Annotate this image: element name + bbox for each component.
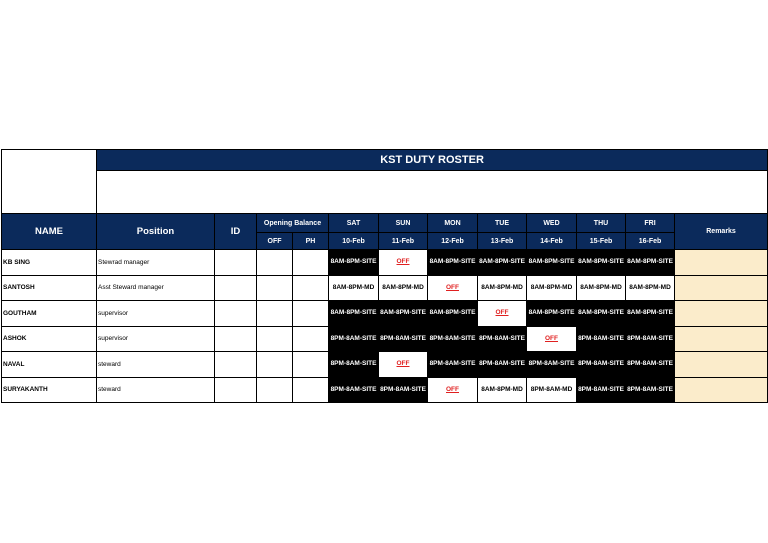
employee-name: GOUTHAM (2, 301, 97, 327)
employee-name: SANTOSH (2, 275, 97, 301)
shift-cell[interactable]: 8PM-8AM-SITE (577, 377, 626, 403)
header-id: ID (215, 214, 257, 250)
shift-cell[interactable]: 8PM-8AM-SITE (626, 377, 675, 403)
opening-off-cell[interactable] (257, 326, 293, 352)
employee-position: Asst Steward manager (97, 275, 215, 301)
header-date-sun: 11-Feb (379, 233, 428, 250)
shift-cell[interactable]: 8PM-8AM-SITE (428, 352, 478, 378)
remarks-cell[interactable] (675, 352, 768, 378)
remarks-cell[interactable] (675, 377, 768, 403)
remarks-cell[interactable] (675, 301, 768, 327)
header-off: OFF (257, 233, 293, 250)
header-day-thu: THU (577, 214, 626, 233)
table-row (2, 301, 768, 327)
employee-id-cell[interactable] (215, 275, 257, 301)
shift-cell[interactable]: 8PM-8AM-SITE (527, 352, 577, 378)
shift-cell[interactable]: 8AM-8PM-MD (577, 275, 626, 301)
shift-cell[interactable]: OFF (428, 377, 478, 403)
header-position: Position (97, 214, 215, 250)
shift-cell[interactable]: OFF (478, 301, 527, 327)
shift-cell[interactable]: 8AM-8PM-SITE (577, 250, 626, 276)
opening-off-cell[interactable] (257, 250, 293, 276)
header-day-sun: SUN (379, 214, 428, 233)
shift-cell[interactable]: 8AM-8PM-SITE (626, 301, 675, 327)
opening-ph-cell[interactable] (293, 301, 329, 327)
shift-cell[interactable]: 8AM-8PM-SITE (577, 301, 626, 327)
opening-ph-cell[interactable] (293, 326, 329, 352)
header-day-fri: FRI (626, 214, 675, 233)
shift-cell[interactable]: 8AM-8PM-SITE (527, 301, 577, 327)
shift-cell[interactable]: 8PM-8AM-SITE (478, 352, 527, 378)
shift-cell[interactable]: 8AM-8PM-SITE (478, 250, 527, 276)
employee-name: NAVAL (2, 352, 97, 378)
shift-cell[interactable]: 8AM-8PM-SITE (329, 301, 379, 327)
shift-cell[interactable]: 8PM-8AM-SITE (626, 352, 675, 378)
opening-ph-cell[interactable] (293, 275, 329, 301)
table-row (2, 326, 768, 352)
shift-cell[interactable]: 8AM-8PM-SITE (379, 301, 428, 327)
employee-position: steward (97, 352, 215, 378)
employee-position: steward (97, 377, 215, 403)
remarks-cell[interactable] (675, 275, 768, 301)
shift-cell[interactable]: 8AM-8PM-SITE (428, 250, 478, 276)
header-date-thu: 15-Feb (577, 233, 626, 250)
shift-cell[interactable]: 8PM-8AM-SITE (626, 326, 675, 352)
header-opening-balance: Opening Balance (257, 214, 329, 233)
employee-id-cell[interactable] (215, 352, 257, 378)
spacer-cell (97, 171, 768, 214)
header-remarks: Remarks (675, 214, 768, 250)
shift-cell[interactable]: 8PM-8AM-SITE (428, 326, 478, 352)
shift-cell[interactable]: 8PM-8AM-SITE (329, 326, 379, 352)
header-date-fri: 16-Feb (626, 233, 675, 250)
header-date-mon: 12-Feb (428, 233, 478, 250)
shift-cell[interactable]: 8PM-8AM-SITE (329, 377, 379, 403)
header-day-sat: SAT (329, 214, 379, 233)
employee-name: SURYAKANTH (2, 377, 97, 403)
page-title: KST DUTY ROSTER (97, 150, 768, 171)
shift-cell[interactable]: OFF (379, 250, 428, 276)
shift-cell[interactable]: 8PM-8AM-SITE (329, 352, 379, 378)
shift-cell[interactable]: OFF (527, 326, 577, 352)
opening-off-cell[interactable] (257, 352, 293, 378)
shift-cell[interactable]: OFF (379, 352, 428, 378)
employee-name: ASHOK (2, 326, 97, 352)
shift-cell[interactable]: 8AM-8PM-MD (379, 275, 428, 301)
header-date-sat: 10-Feb (329, 233, 379, 250)
opening-ph-cell[interactable] (293, 250, 329, 276)
spacer-left (2, 171, 97, 214)
remarks-cell[interactable] (675, 326, 768, 352)
header-date-tue: 13-Feb (478, 233, 527, 250)
opening-ph-cell[interactable] (293, 352, 329, 378)
title-spacer-row (2, 171, 768, 214)
shift-cell[interactable]: 8AM-8PM-MD (626, 275, 675, 301)
employee-position: supervisor (97, 326, 215, 352)
shift-cell[interactable]: 8AM-8PM-MD (478, 275, 527, 301)
shift-cell[interactable]: 8PM-8AM-SITE (478, 326, 527, 352)
header-day-mon: MON (428, 214, 478, 233)
shift-cell[interactable]: 8AM-8PM-MD (527, 275, 577, 301)
employee-position: Stewrad manager (97, 250, 215, 276)
header-ph: PH (293, 233, 329, 250)
shift-cell[interactable]: 8AM-8PM-MD (478, 377, 527, 403)
shift-cell[interactable]: 8PM-8AM-MD (527, 377, 577, 403)
opening-off-cell[interactable] (257, 377, 293, 403)
shift-cell[interactable]: 8PM-8AM-SITE (379, 326, 428, 352)
employee-name: KB SING (2, 250, 97, 276)
shift-cell[interactable]: OFF (428, 275, 478, 301)
employee-id-cell[interactable] (215, 377, 257, 403)
header-day-wed: WED (527, 214, 577, 233)
corner-blank (2, 150, 97, 171)
employee-position: supervisor (97, 301, 215, 327)
duty-roster-table (1, 149, 768, 403)
employee-id-cell[interactable] (215, 301, 257, 327)
shift-cell[interactable]: 8AM-8PM-SITE (626, 250, 675, 276)
table-row (2, 352, 768, 378)
table-row (2, 377, 768, 403)
opening-off-cell[interactable] (257, 275, 293, 301)
shift-cell[interactable]: 8AM-8PM-MD (329, 275, 379, 301)
shift-cell[interactable]: 8PM-8AM-SITE (577, 352, 626, 378)
shift-cell[interactable]: 8AM-8PM-SITE (428, 301, 478, 327)
shift-cell[interactable]: 8AM-8PM-SITE (527, 250, 577, 276)
shift-cell[interactable]: 8PM-8AM-SITE (577, 326, 626, 352)
opening-ph-cell[interactable] (293, 377, 329, 403)
header-row-1 (2, 214, 768, 233)
title-row (2, 150, 768, 171)
header-day-tue: TUE (478, 214, 527, 233)
employee-id-cell[interactable] (215, 326, 257, 352)
table-row (2, 275, 768, 301)
remarks-cell[interactable] (675, 250, 768, 276)
shift-cell[interactable]: 8PM-8AM-SITE (379, 377, 428, 403)
header-date-wed: 14-Feb (527, 233, 577, 250)
table-row (2, 250, 768, 276)
opening-off-cell[interactable] (257, 301, 293, 327)
shift-cell[interactable]: 8AM-8PM-SITE (329, 250, 379, 276)
header-name: NAME (2, 214, 97, 250)
employee-id-cell[interactable] (215, 250, 257, 276)
